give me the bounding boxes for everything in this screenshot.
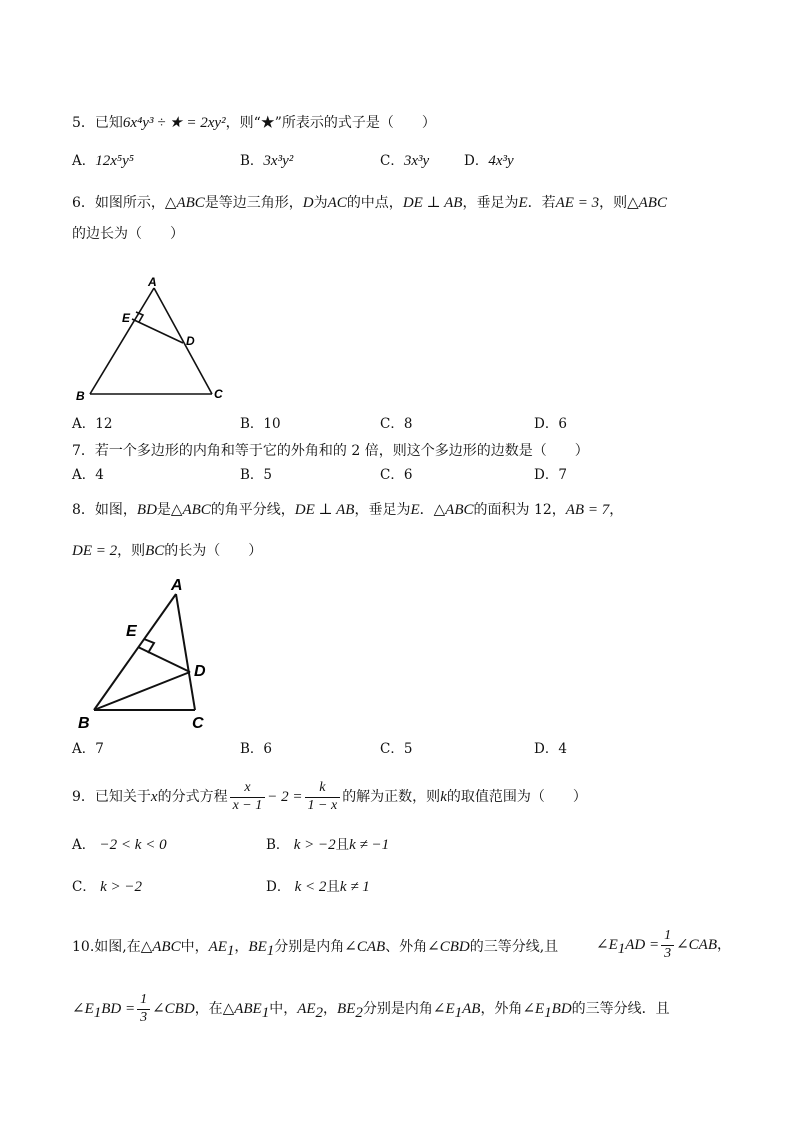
q7-option-a: A．4 bbox=[72, 467, 104, 483]
q5-stem bbox=[72, 116, 436, 131]
q6-stem-line2: 的边长为（ ） bbox=[72, 226, 184, 242]
q8-option-d: D．4 bbox=[534, 741, 567, 757]
q6-label-d: D bbox=[186, 334, 195, 348]
q10-stem-line1: 10.如图,在△ABC中，$AE_1$，$BE_1$分别是内角∠CAB、外角∠CBD的三等分线,且 bbox=[72, 939, 559, 959]
q7-stem: 7．若一个多边形的内角和等于它的外角和的 2 倍，则这个多边形的边数是（ ） bbox=[72, 443, 589, 459]
q5-text: 5．已知 bbox=[72, 115, 123, 131]
q8-label-e: E bbox=[126, 623, 137, 640]
q6-option-b: B．10 bbox=[240, 416, 281, 432]
q8-option-b: B．6 bbox=[240, 741, 273, 757]
q5-math: 6x⁴y³ ÷ ★ = 2xy² bbox=[122, 115, 226, 131]
q9-option-c: C． k > −2 bbox=[72, 879, 143, 895]
q6-label-c: C bbox=[214, 387, 223, 401]
q8-triangle-figure bbox=[72, 570, 222, 735]
q5-option-a: A．12x⁵y⁵ bbox=[72, 153, 134, 169]
q5-text: ，则“★”所表示的式子是（ ） bbox=[225, 115, 436, 131]
q7-option-d: D．7 bbox=[534, 467, 567, 483]
q9-option-d: D． k < 2且k ≠ 1 bbox=[266, 879, 370, 895]
q8-stem-line2: DE = 2，则BC的长为（ ） bbox=[72, 543, 263, 559]
q9-option-a: A． −2 < k < 0 bbox=[72, 837, 167, 853]
q8-label-a: A bbox=[171, 577, 183, 594]
q8-stem-line1: 8．如图，BD是△ABC的角平分线，DE ⊥ AB，垂足为E．△ABC的面积为 12，AB = 7， bbox=[72, 502, 624, 518]
q7-option-b: B．5 bbox=[240, 467, 273, 483]
q8-label-b: B bbox=[78, 715, 90, 732]
q6-label-a: A bbox=[148, 275, 157, 289]
q6-option-d: D．6 bbox=[534, 416, 567, 432]
q9-option-b: B． k > −2且k ≠ −1 bbox=[266, 837, 390, 853]
q6-label-b: B bbox=[76, 389, 85, 403]
q8-option-a: A．7 bbox=[72, 741, 104, 757]
q6-triangle-figure bbox=[70, 272, 240, 404]
q8-label-c: C bbox=[192, 715, 204, 732]
q8-label-d: D bbox=[194, 663, 206, 680]
q10-stem-line2: $\angle E_1BD$ = $\frac{1}{3}$ ∠CBD，在$\triangle ABE_1$中，$AE_2$，$BE_2$分别是内角$\angle E_1AB$，外角$\angle E_1BD$的三等分线．且 bbox=[72, 991, 670, 1025]
q7-option-c: C．6 bbox=[380, 467, 413, 483]
q6-option-c: C．8 bbox=[380, 416, 413, 432]
q10-ratio-1: $\angle E_1AD$ = $\frac{1}{3}$ ∠CAB， bbox=[596, 927, 732, 961]
q6-label-e: E bbox=[122, 311, 131, 325]
q5-option-d: D．4x³y bbox=[464, 153, 514, 169]
q6-option-a: A．12 bbox=[72, 416, 113, 432]
q8-option-c: C．5 bbox=[380, 741, 413, 757]
q9-fraction-1: $\frac{x}{x - 1}$ bbox=[230, 780, 266, 815]
q9-fraction-2: $\frac{k}{1 - x}$ bbox=[305, 780, 341, 815]
q5-option-c: C．3x³y bbox=[380, 153, 430, 169]
q5-option-b: B．3x³y² bbox=[240, 153, 294, 169]
q6-stem-line1: 6．如图所示，△ABC是等边三角形，D为AC的中点，DE ⊥ AB，垂足为E．若AE = 3，则△ABC bbox=[72, 195, 667, 211]
q9-stem: 9．已知关于x的分式方程 $\frac{x}{x - 1}$ − 2 = $\frac{k}{1 - x}$ 的解为正数，则k的取值范围为（ ） bbox=[72, 779, 587, 813]
